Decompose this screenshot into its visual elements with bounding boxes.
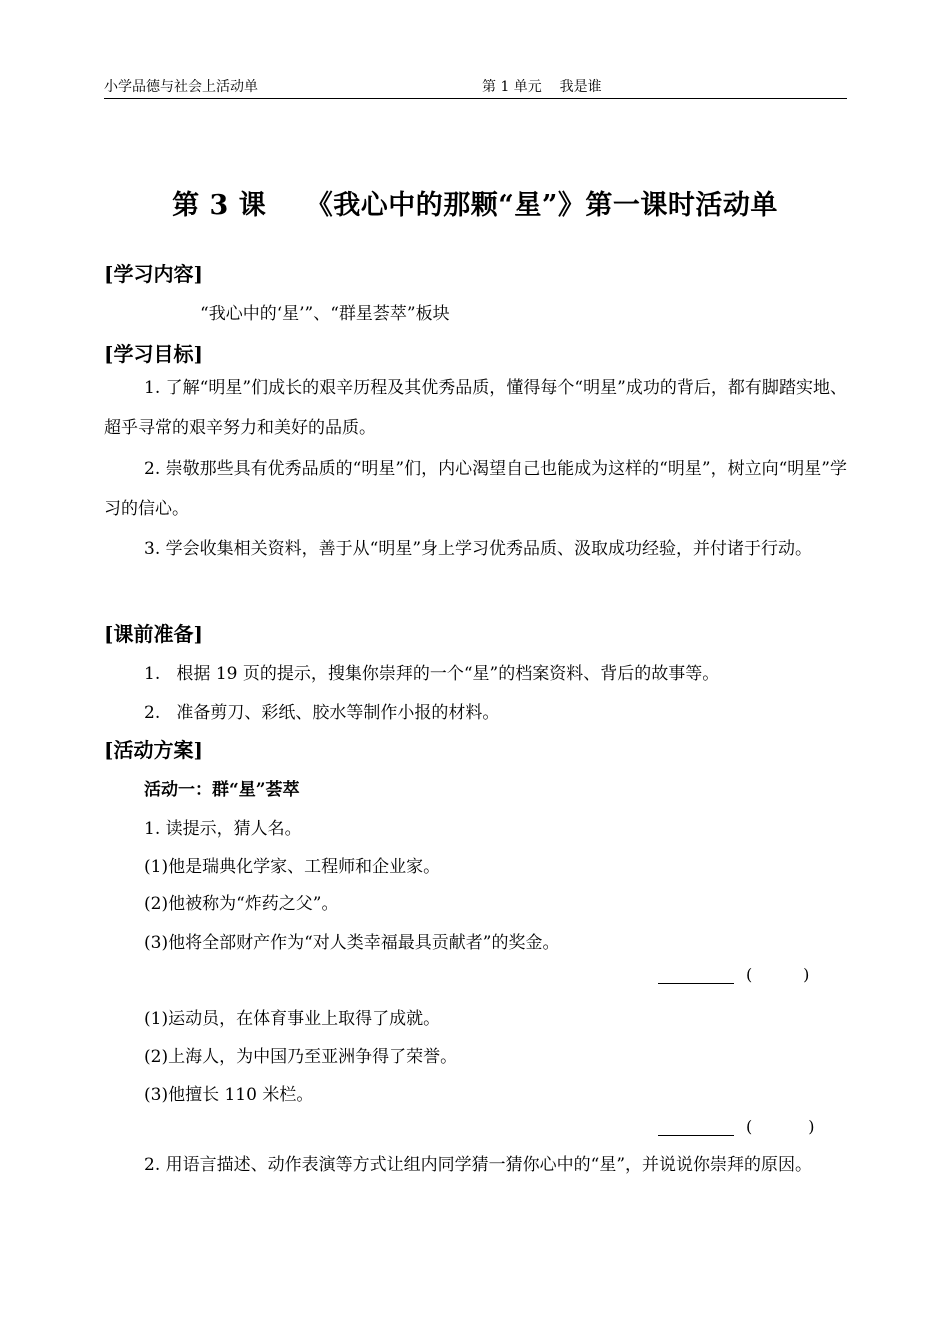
step-2-text: 2. 用语言描述、动作表演等方式让组内同学猜一猜你心中的“星”，并说说你崇拜的原因。 xyxy=(144,1155,813,1175)
goal-item-1-text: 1. 了解“明星”们成长的艰辛历程及其优秀品质，懂得每个“明星”成功的背后，都有脚踏实地、超乎寻常的艰辛努力和美好的品质。 xyxy=(104,378,847,438)
answer-line-2 xyxy=(658,1117,814,1136)
clue-1-2: (2)他被称为“炸药之父”。 xyxy=(144,894,339,914)
goal-item-3 xyxy=(104,529,847,569)
prep-item-1: 1. 根据 19 页的提示，搜集你崇拜的一个“星”的档案资料、背后的故事等。 xyxy=(144,664,720,684)
section-heading-plan: [活动方案] xyxy=(104,738,203,762)
clue-2-2: (2)上海人，为中国乃至亚洲争得了荣誉。 xyxy=(144,1047,458,1067)
content-text: “我心中的‘星’”、“群星荟萃”板块 xyxy=(200,304,450,324)
goal-item-2-text: 2. 崇敬那些具有优秀品质的“明星”们，内心渴望自己也能成为这样的“明星”，树立向“明星”学习的信心。 xyxy=(104,459,847,519)
goal-item-3-text: 3. 学会收集相关资料，善于从“明星”身上学习优秀品质、汲取成功经验，并付诸于行动。 xyxy=(144,539,813,559)
clue-2-1: (1)运动员，在体育事业上取得了成就。 xyxy=(144,1009,441,1029)
step-2 xyxy=(104,1145,847,1185)
answer-paren-1: ( ) xyxy=(746,965,810,984)
activity-title: 活动一：群“星”荟萃 xyxy=(144,780,300,800)
page-title: 第 3 课 《我心中的那颗“星”》第一课时活动单 xyxy=(172,190,778,221)
prep-item-2: 2. 准备剪刀、彩纸、胶水等制作小报的材料。 xyxy=(144,703,500,723)
clue-2-3: (3)他擅长 110 米栏。 xyxy=(144,1085,314,1105)
section-heading-content: [学习内容] xyxy=(104,262,203,286)
answer-blank-1[interactable] xyxy=(658,967,734,984)
header-unit: 第 1 单元 我是谁 xyxy=(482,79,602,95)
answer-paren-2: ( ) xyxy=(746,1117,815,1136)
clue-1-1: (1)他是瑞典化学家、工程师和企业家。 xyxy=(144,857,441,877)
step-1: 1. 读提示，猜人名。 xyxy=(144,819,302,839)
section-heading-prep: [课前准备] xyxy=(104,622,203,646)
section-heading-goals: [学习目标] xyxy=(104,342,203,366)
answer-line-1 xyxy=(658,965,809,984)
page-header xyxy=(104,76,847,99)
header-course: 小学品德与社会上活动单 xyxy=(104,79,258,95)
answer-blank-2[interactable] xyxy=(658,1119,734,1136)
clue-1-3: (3)他将全部财产作为“对人类幸福最具贡献者”的奖金。 xyxy=(144,933,560,953)
goal-item-1 xyxy=(104,368,847,448)
goal-item-2 xyxy=(104,449,847,529)
